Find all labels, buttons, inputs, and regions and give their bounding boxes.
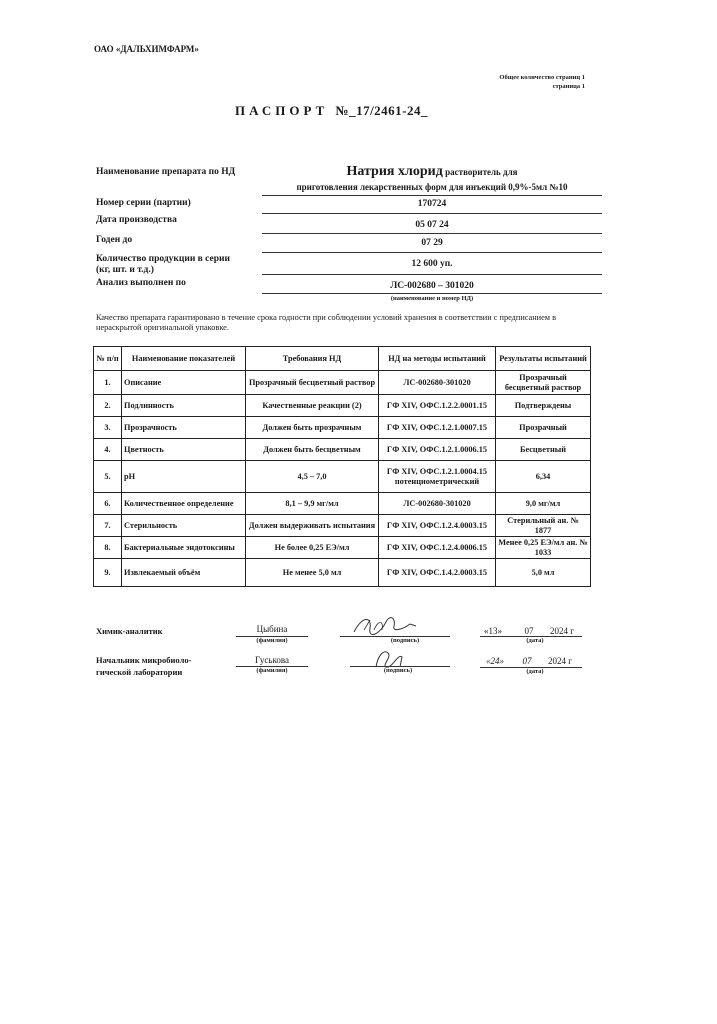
document-title: [235, 103, 428, 119]
head-role-line1: Начальник микробиоло-: [96, 655, 192, 665]
header-result: Результаты испытаний: [496, 347, 591, 371]
drug-underline: [262, 195, 602, 196]
date-label: Дата производства: [96, 215, 177, 225]
quantity-label-line1: Количество продукции в серии: [96, 254, 230, 264]
quantity-label-line2: (кг, шт. и т.д.): [96, 265, 154, 275]
series-underline: [262, 213, 602, 214]
chemist-signature: [350, 612, 420, 638]
row-method: ГФ XIV, ОФС.1.2.4.0003.15: [379, 515, 496, 537]
row-num: 7.: [94, 515, 122, 537]
test-results-table: [93, 346, 591, 587]
row-num: 8.: [94, 537, 122, 559]
date-value: 05 07 24: [415, 220, 449, 230]
head-name: Гуськова: [254, 655, 289, 665]
row-result: 9,0 мг/мл: [496, 493, 591, 515]
series-value: 170724: [417, 199, 447, 209]
series-label: Номер серии (партии): [96, 198, 191, 208]
header-requirement: Требования НД: [246, 347, 379, 371]
row-name: Извлекаемый объём: [122, 559, 246, 587]
table-row: [94, 395, 591, 417]
row-requirement: 8,1 – 9,9 мг/мл: [246, 493, 379, 515]
head-signature-caption: (подпись): [383, 667, 413, 674]
drug-name-rest: растворитель для: [445, 167, 518, 177]
head-role: [96, 654, 191, 678]
row-name: Цветность: [122, 439, 246, 461]
row-method: ЛС-002680-301020: [379, 371, 496, 395]
expiry-underline: [262, 252, 602, 253]
chemist-date-month: 07: [524, 626, 534, 636]
row-requirement: Не менее 5,0 мл: [246, 559, 379, 587]
row-name: Бактериальные эндотоксины: [122, 537, 246, 559]
analysis-underline: [262, 293, 602, 294]
table-row: [94, 537, 591, 559]
chemist-role: Химик-аналитик: [96, 626, 163, 636]
table-row: [94, 515, 591, 537]
title-word: ПАСПОРТ: [235, 103, 329, 118]
head-date: [486, 656, 572, 666]
row-name: Прозрачность: [122, 417, 246, 439]
row-name: Количественное определение: [122, 493, 246, 515]
pages-total: Общее количество страниц 1: [499, 74, 585, 81]
table-row: [94, 461, 591, 493]
chemist-date-caption: (дата): [526, 637, 544, 644]
drug-name-big: Натрия хлорид: [346, 164, 443, 179]
row-num: 9.: [94, 559, 122, 587]
chemist-date-day: «13»: [484, 626, 502, 636]
chemist-date-year: 2024 г: [550, 626, 574, 636]
analysis-caption: (наименование и номер НД): [390, 295, 474, 302]
expiry-value: 07 29: [421, 238, 443, 248]
company-name: ОАО «ДАЛЬХИМФАРМ»: [94, 44, 199, 54]
row-result: 6,34: [496, 461, 591, 493]
row-requirement: Должен быть бесцветным: [246, 439, 379, 461]
chemist-name: Цыбина: [256, 624, 288, 634]
table-row: [94, 559, 591, 587]
row-method: ГФ XIV, ОФС.1.4.2.0003.15: [379, 559, 496, 587]
page-count: [499, 73, 585, 91]
analysis-value: ЛС-002680 – 301020: [390, 281, 474, 291]
row-method: ГФ XIV, ОФС.1.2.1.0004.15 потенциометрический: [379, 461, 496, 493]
row-name: Описание: [122, 371, 246, 395]
chemist-name-caption: (фамилия): [256, 637, 288, 644]
row-num: 6.: [94, 493, 122, 515]
row-num: 3.: [94, 417, 122, 439]
row-requirement: Должен выдерживать испытания: [246, 515, 379, 537]
drug-name: [262, 165, 602, 194]
guarantee-text: Качество препарата гарантировано в течение срока годности при соблюдении условий хранения в соответствии с предписанием в нераскрытой оригинальной упаковке.: [96, 313, 557, 332]
head-name-caption: (фамилия): [256, 667, 288, 674]
row-num: 5.: [94, 461, 122, 493]
row-requirement: Качественные реакции (2): [246, 395, 379, 417]
drug-line2: приготовления лекарственных форм для инъекций 0,9%-5мл №10: [296, 182, 568, 192]
quantity-label: [96, 254, 230, 276]
analysis-label: Анализ выполнен по: [96, 278, 186, 288]
head-date-month: 07: [522, 656, 532, 666]
head-role-line2: гической лаборатории: [96, 667, 183, 677]
header-num: № п/п: [94, 347, 122, 371]
table-row: [94, 371, 591, 395]
title-number: №_17/2461-24_: [335, 103, 429, 118]
table-header-row: [94, 347, 591, 371]
row-result: Бесцветный: [496, 439, 591, 461]
date-underline: [262, 233, 602, 234]
header-name: Наименование показателей: [122, 347, 246, 371]
header-method: НД на методы испытаний: [379, 347, 496, 371]
row-result: Подтверждены: [496, 395, 591, 417]
chemist-signature-caption: (подпись): [390, 637, 420, 644]
row-method: ГФ XIV, ОФС.1.2.1.0006.15: [379, 439, 496, 461]
table-row: [94, 439, 591, 461]
page-number: страница 1: [552, 83, 585, 90]
row-method: ГФ XIV, ОФС.1.2.4.0006.15: [379, 537, 496, 559]
row-method: ГФ XIV, ОФС.1.2.2.0001.15: [379, 395, 496, 417]
row-requirement: 4,5 – 7,0: [246, 461, 379, 493]
row-requirement: Прозрачный бесцветный раствор: [246, 371, 379, 395]
quantity-underline: [262, 274, 602, 275]
row-result: Менее 0,25 ЕЭ/мл ан. № 1033: [496, 537, 591, 559]
row-result: Прозрачный: [496, 417, 591, 439]
row-num: 1.: [94, 371, 122, 395]
row-name: Стерильность: [122, 515, 246, 537]
row-result: 5,0 мл: [496, 559, 591, 587]
table-row: [94, 417, 591, 439]
row-requirement: Должен быть прозрачным: [246, 417, 379, 439]
row-requirement: Не более 0,25 ЕЭ/мл: [246, 537, 379, 559]
quantity-value: 12 600 уп.: [411, 259, 453, 269]
row-name: Подлинность: [122, 395, 246, 417]
row-num: 4.: [94, 439, 122, 461]
chemist-date: [484, 626, 574, 636]
row-name: pH: [122, 461, 246, 493]
row-result: Стерильный ан. № 1877: [496, 515, 591, 537]
head-date-caption: (дата): [526, 668, 544, 675]
head-date-day: «24»: [486, 656, 504, 666]
row-num: 2.: [94, 395, 122, 417]
row-method: ЛС-002680-301020: [379, 493, 496, 515]
row-method: ГФ XIV, ОФС.1.2.1.0007.15: [379, 417, 496, 439]
head-date-year: 2024 г: [548, 656, 572, 666]
row-result: Прозрачный бесцветный раствор: [496, 371, 591, 395]
expiry-label: Годен до: [96, 235, 133, 245]
table-row: [94, 493, 591, 515]
drug-label: Наименование препарата по НД: [96, 167, 236, 177]
